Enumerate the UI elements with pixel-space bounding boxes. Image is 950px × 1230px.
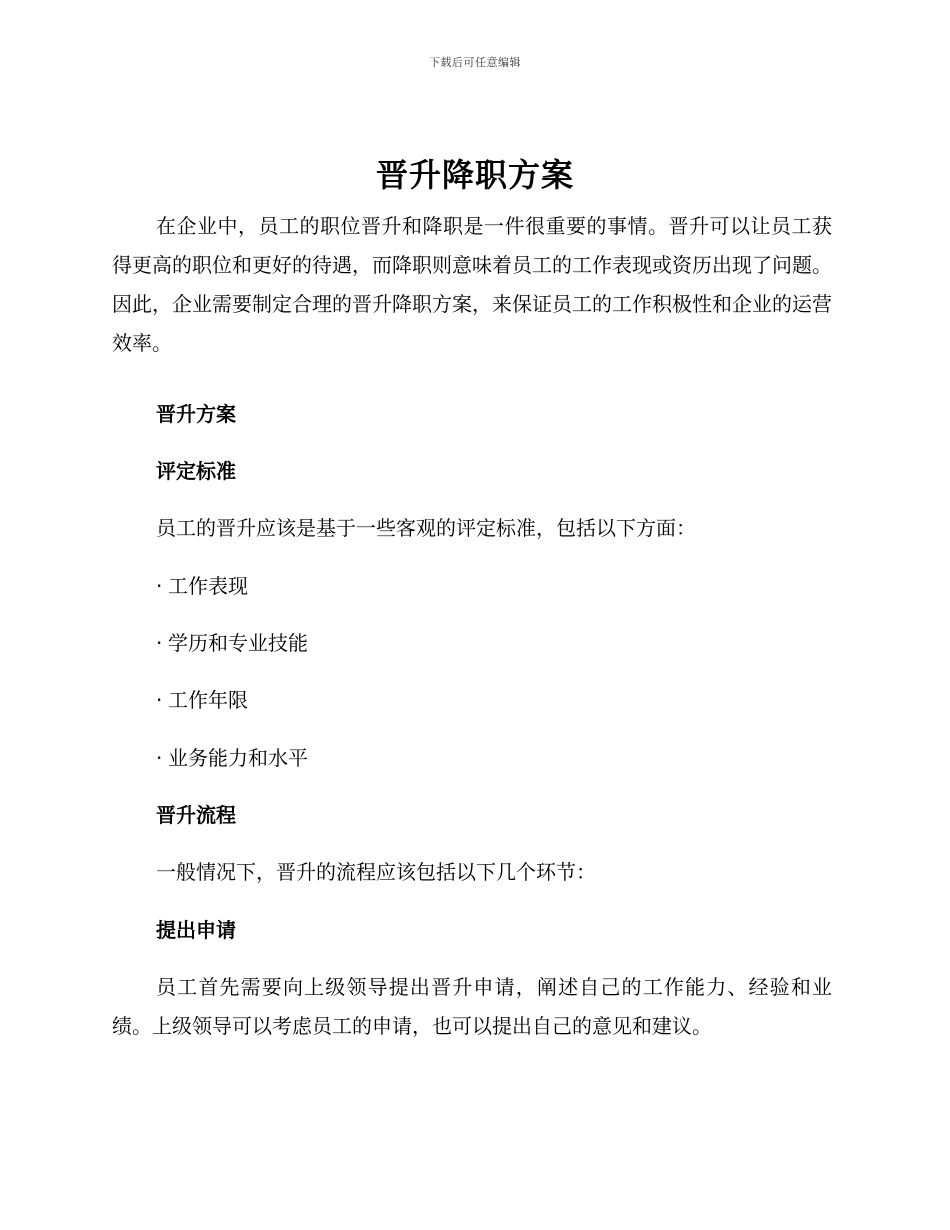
section-heading-criteria: 评定标准 bbox=[156, 459, 236, 483]
bullet-marker: · bbox=[156, 574, 163, 598]
list-item-text: 业务能力和水平 bbox=[168, 746, 308, 770]
intro-paragraph: 在企业中，员工的职位晋升和降职是一件很重要的事情。晋升可以让员工获得更高的职位和更好的待遇，而降职则意味着员工的工作表现或资历出现了问题。因此，企业需要制定合理的晋升降职方案，来保证员工的工作积极性和企业的运营效率。 bbox=[112, 214, 832, 355]
apply-paragraph: 员工首先需要向上级领导提出晋升申请，阐述自己的工作能力、经验和业绩。上级领导可以考虑员工的申请，也可以提出自己的意见和建议。 bbox=[112, 975, 832, 1038]
criteria-intro: 员工的晋升应该是基于一些客观的评定标准，包括以下方面： bbox=[156, 516, 696, 540]
list-item bbox=[156, 633, 832, 653]
list-item bbox=[156, 690, 832, 710]
process-intro: 一般情况下，晋升的流程应该包括以下几个环节： bbox=[156, 860, 596, 884]
bullet-marker: · bbox=[156, 631, 163, 655]
page-title: 晋升降职方案 bbox=[375, 156, 574, 194]
list-item bbox=[156, 576, 832, 596]
bullet-marker: · bbox=[156, 746, 163, 770]
header-note: 下载后可任意编辑 bbox=[429, 56, 521, 69]
list-item bbox=[156, 748, 832, 768]
list-item-text: 工作年限 bbox=[168, 688, 248, 712]
list-item-text: 工作表现 bbox=[168, 574, 248, 598]
section-heading-apply: 提出申请 bbox=[156, 918, 236, 942]
list-item-text: 学历和专业技能 bbox=[168, 631, 308, 655]
section-heading-process: 晋升流程 bbox=[156, 803, 236, 827]
bullet-marker: · bbox=[156, 688, 163, 712]
section-heading-promotion: 晋升方案 bbox=[156, 402, 236, 426]
